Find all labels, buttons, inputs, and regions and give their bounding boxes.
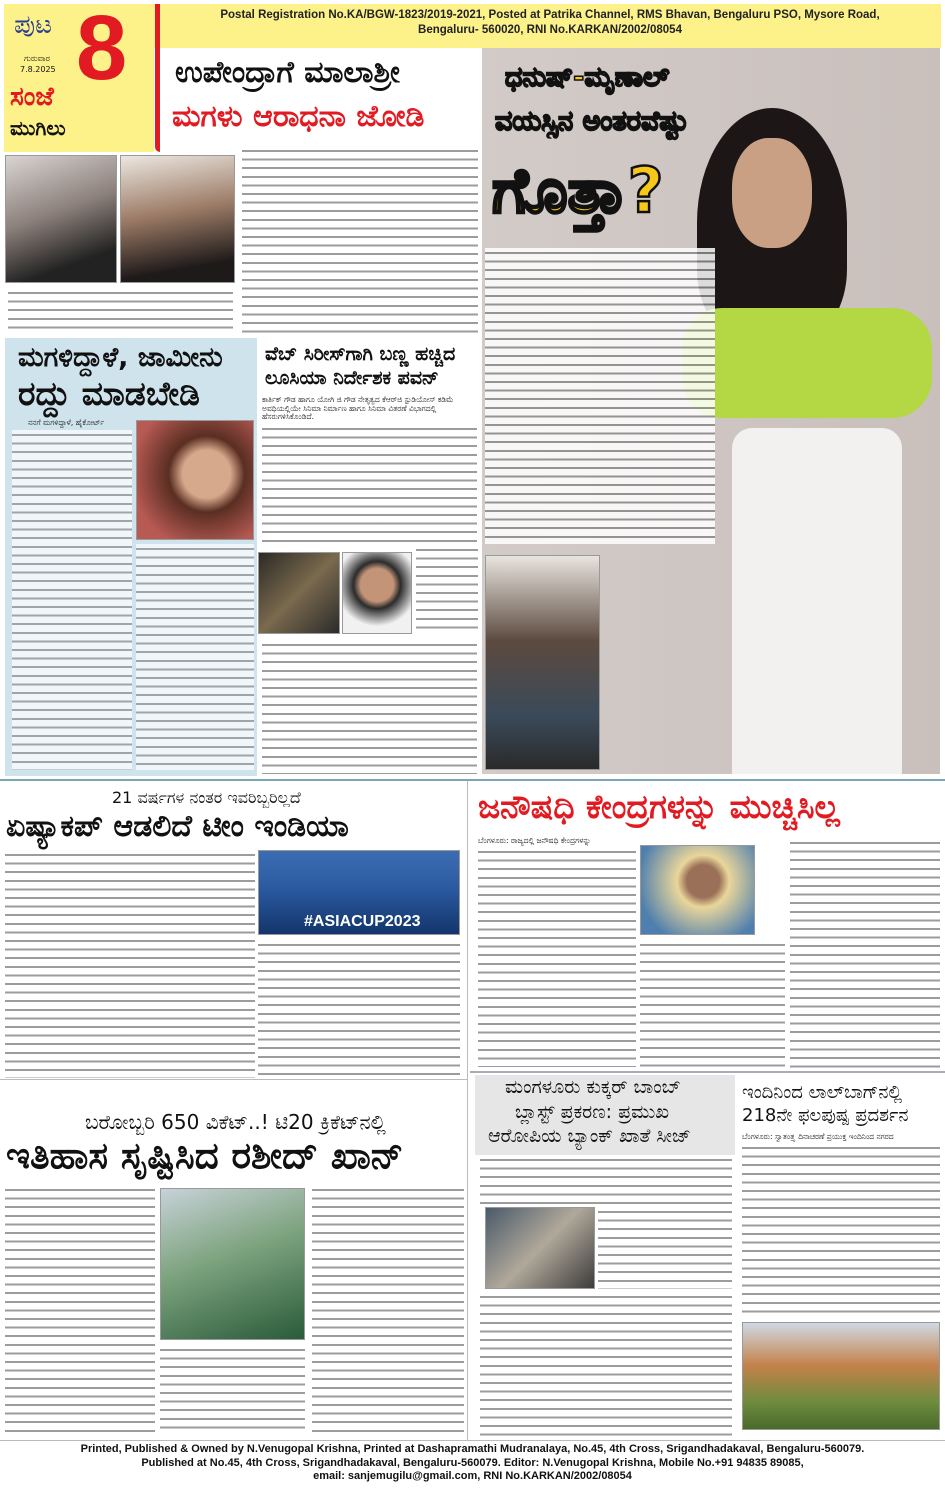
rashid-headline: ಇತಿಹಾಸ ಸೃಷ್ಟಿಸಿದ ರಶೀದ್ ಖಾನ್ xyxy=(6,1134,404,1177)
rashid-body-3 xyxy=(312,1185,464,1435)
mangaluru-body xyxy=(480,1155,732,1205)
rashid-body xyxy=(5,1185,155,1435)
rashid-body-2 xyxy=(160,1345,305,1435)
accused-photo xyxy=(485,1207,595,1289)
webseries-lead: ಕಾರ್ತಿಕ್ ಗೌಡ ಹಾಗೂ ಯೋಗಿ ಜಿ ಗೌಡ ನೇತೃತ್ವದ ಕೆಆರ್‌ಜಿ ಸ್ಟುಡಿಯೋಸ್ ಕಡಿಮೆ ಅವಧಿಯಲ್ಲಿಯೇ ಸಿನಿಮಾ ನಿರ್ಮಾಣ ಹಾಗೂ ಸಿನಿಮಾ ವಿತರಣೆ ವಿಭಾಗದಲ್ಲಿ ಹೆಸರುಗಳಿಸಿಕೊಂಡಿದೆ. xyxy=(262,396,477,422)
bail-headline-1: ಮಗಳಿದ್ದಾಳೆ, ಜಾಮೀನು xyxy=(18,342,223,373)
date: 7.8.2025 xyxy=(20,65,56,74)
minister-photo xyxy=(640,845,755,935)
weekday: ಗುರುವಾರ xyxy=(24,54,50,63)
asiacup-headline: ಏಷ್ಯಾಕಪ್ ಆಡಲಿದೆ ಟೀಂ ಇಂಡಿಯಾ xyxy=(6,809,349,844)
upendra-body xyxy=(242,146,478,334)
postal-line-1: Postal Registration No.KA/BGW-1823/2019-2021, Posted at Patrika Channel, RMS Bhavan, Bengaluru PSO, Mysore Road, xyxy=(220,9,880,21)
figure-pants xyxy=(732,428,902,774)
asiacup-body-2 xyxy=(258,940,460,1078)
figure-top xyxy=(682,308,932,418)
upendra-headline-2: ಮಗಳು ಆರಾಧನಾ ಜೋಡಿ xyxy=(172,99,425,134)
mangaluru-headline-2: ಬ್ಲಾಸ್ಟ್ ಪ್ರಕರಣ: ಪ್ರಮುಖ xyxy=(515,1101,670,1123)
masthead-red-bar xyxy=(155,4,160,152)
lalbagh-body xyxy=(742,1143,940,1318)
paper-name-sanje: ಸಂಜೆ xyxy=(10,82,54,112)
upendra-caption xyxy=(8,288,233,332)
janaushadhi-body-2 xyxy=(640,940,785,1068)
rashid-kicker: ಬರೋಬ್ಬರಿ 650 ವಿಕೆಟ್..! ಟಿ20 ಕ್ರಿಕೆಟ್‌ನಲ್ಲಿ xyxy=(85,1110,386,1134)
dhanush-headline-3: ಗೊತ್ತಾ? xyxy=(492,154,664,227)
page-number: 8 xyxy=(76,0,128,99)
bail-lead: ನನಗೆ ಮಗಳಿದ್ದಾಳೆ, ಹೈಕೋರ್ಟ್ xyxy=(28,419,133,428)
bail-body xyxy=(12,430,132,770)
pavan-photo-2 xyxy=(342,552,412,634)
figure-face xyxy=(732,138,812,248)
postal-line-2: Bengaluru- 560020, RNI No.KARKAN/2002/08054 xyxy=(418,24,682,36)
page-word: ಪುಟ xyxy=(14,10,53,40)
divider xyxy=(467,781,468,1441)
dhanush-headline-2: ವಯಸ್ಸಿನ ಅಂತರವೆಷ್ಟು xyxy=(495,106,689,137)
actress-photo-2 xyxy=(120,155,235,283)
mangaluru-headline-1: ಮಂಗಳೂರು ಕುಕ್ಕರ್ ಬಾಂಬ್ xyxy=(505,1076,681,1098)
mangaluru-body-3 xyxy=(480,1292,732,1437)
mangaluru-body-2 xyxy=(598,1207,732,1289)
mangaluru-headline-3: ಆರೋಪಿಯ ಬ್ಯಾಂಕ್ ಖಾತೆ ಸೀಜ್ xyxy=(488,1125,691,1147)
divider xyxy=(470,1071,945,1073)
divider xyxy=(0,779,945,781)
lalbagh-lead: ಬೆಂಗಳೂರು: ಸ್ವಾತಂತ್ರ್ಯ ದಿನಾಚರಣೆ ಪ್ರಯುಕ್ತ ಇಂದಿನಿಂದ ನಗರದ xyxy=(742,1133,940,1142)
bail-headline-2: ರದ್ದು ಮಾಡಬೇಡಿ xyxy=(18,374,200,413)
actress-photo-1 xyxy=(5,155,117,283)
footer-imprint xyxy=(0,1443,945,1484)
footer-line-3: email: sanjemugilu@gmail.com, RNI No.KARKAN/2002/08054 xyxy=(313,1470,632,1482)
janaushadhi-headline: ಜನೌಷಧಿ ಕೇಂದ್ರಗಳನ್ನು ಮುಚ್ಚಿಸಿಲ್ಲ xyxy=(478,787,840,826)
lalbagh-headline-1: ಇಂದಿನಿಂದ ಲಾಲ್‌ಬಾಗ್‌ನಲ್ಲಿ xyxy=(742,1082,902,1103)
actress-smiling-photo xyxy=(136,420,254,540)
janaushadhi-body xyxy=(478,847,636,1067)
asiacup-kicker: 21 ವರ್ಷಗಳ ನಂತರ ಇವರಿಬ್ಬರಿಲ್ಲದೆ xyxy=(112,788,301,807)
dhanush-body xyxy=(485,248,715,544)
masthead xyxy=(4,0,154,152)
asiacup-body xyxy=(5,850,255,1078)
footer-rule xyxy=(0,1440,945,1441)
lalbagh-headline-2: 218ನೇ ಫಲಪುಷ್ಪ ಪ್ರದರ್ಶನ xyxy=(742,1105,909,1126)
footer-line-2: Published at No.45, 4th Cross, Srigandhadakaval, Bengaluru-560079. Editor: N.Venugopal Krishna, Mobile No.+91 94835 89085, xyxy=(141,1456,804,1469)
footer-line-1: Printed, Published & Owned by N.Venugopal Krishna, Printed at Dashapramathi Mudranalaya, No.45, 4th Cross, Srigandhadakaval, Bengaluru-560079. xyxy=(80,1443,865,1455)
paper-name-mugilu: ಮುಗಿಲು xyxy=(10,116,66,140)
webseries-headline-2: ಲೂಸಿಯಾ ನಿರ್ದೇಶಕ ಪವನ್ xyxy=(265,367,439,389)
rashid-photo xyxy=(160,1188,305,1340)
asiacup-team-photo xyxy=(258,850,460,935)
asiacup-photo-text: #ASIACUP2023 xyxy=(304,913,421,930)
janaushadhi-body-3 xyxy=(790,838,940,1068)
bail-body-2 xyxy=(136,544,254,770)
postal-registration xyxy=(160,8,940,38)
divider xyxy=(0,1079,467,1080)
webseries-headline-1: ವೆಬ್ ಸಿರೀಸ್‌ಗಾಗಿ ಬಣ್ಣ ಹಚ್ಚಿದ xyxy=(265,343,456,365)
flower-show-photo xyxy=(742,1322,940,1430)
dhanush-photo xyxy=(485,555,600,770)
pavan-photo-1 xyxy=(258,552,340,634)
dhanush-headline-1: ಧನುಷ್-ಮೃಣಾಲ್ xyxy=(505,62,670,93)
webseries-body-2 xyxy=(262,640,477,774)
upendra-headline-1: ಉಪೇಂದ್ರಾಗೆ ಮಾಲಾಶ್ರೀ xyxy=(175,55,400,90)
webseries-body xyxy=(262,424,477,548)
webseries-side-text xyxy=(416,545,478,635)
janaushadhi-lead: ಬೆಂಗಳೂರು: ರಾಜ್ಯದಲ್ಲಿ ಜನೌಷಧಿ ಕೇಂದ್ರಗಳನ್ನು xyxy=(478,837,638,846)
